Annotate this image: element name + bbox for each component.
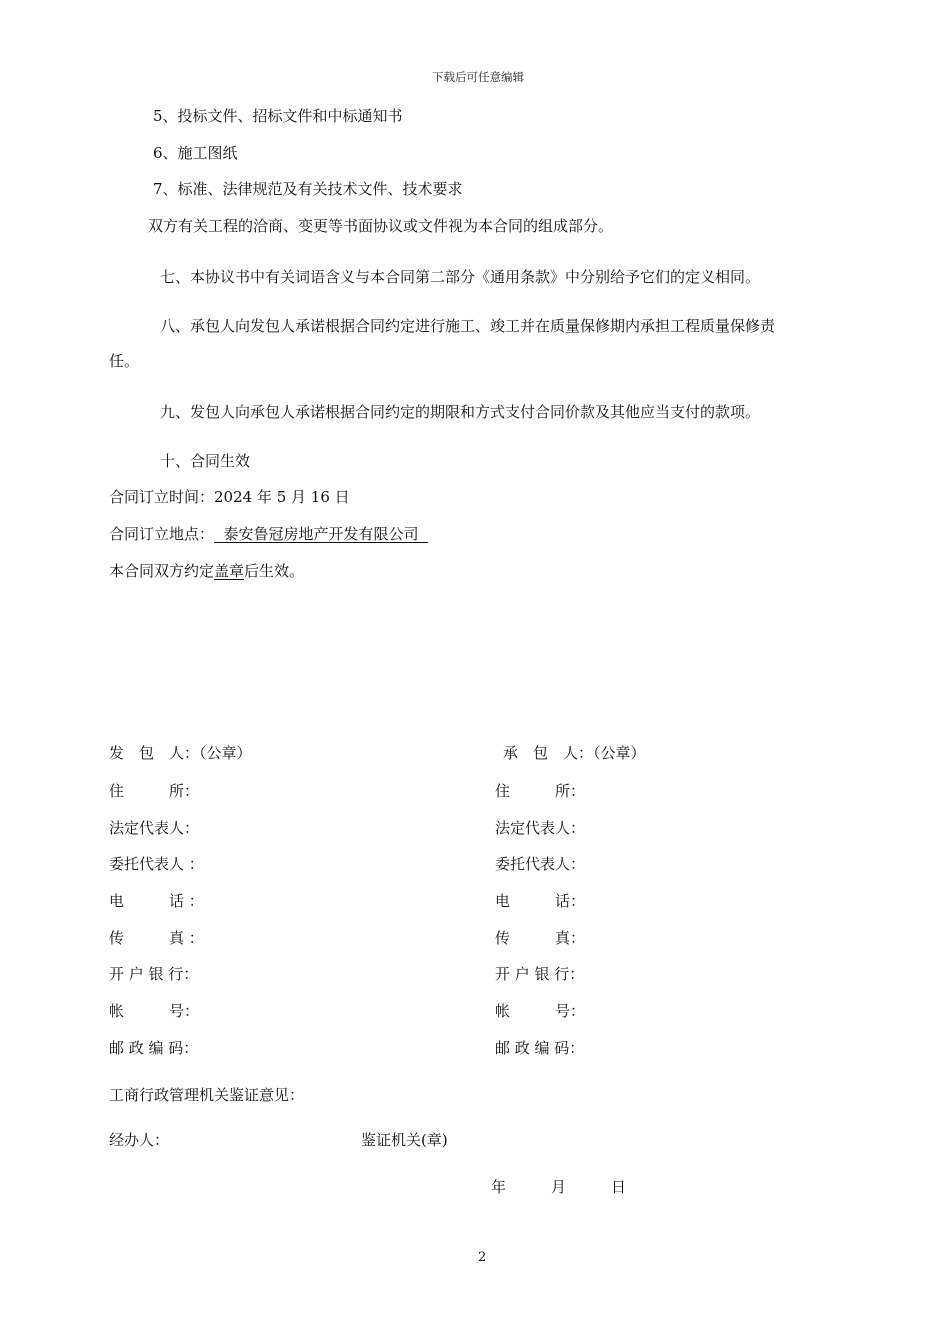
sign-place-value: 泰安鲁冠房地产开发有限公司 — [214, 525, 429, 543]
right-party-fax: 传 真： — [495, 929, 586, 947]
sign-place-line — [109, 524, 428, 544]
verification-authority: 鉴证机关(章) — [361, 1131, 448, 1149]
page-header: 下载后可任意编辑 — [432, 70, 524, 84]
right-party-title: 承 包 人：（公章） — [503, 744, 646, 762]
sign-time-line — [109, 487, 350, 507]
left-party-agent: 委托代表人 ： — [109, 855, 204, 873]
left-party-legal-rep: 法定代表人： — [109, 819, 200, 837]
left-party-title: 发 包 人：（公章） — [109, 744, 252, 762]
right-party-postcode: 邮 政 编 码： — [495, 1039, 585, 1057]
effect-pre: 本合同双方约定 — [109, 562, 215, 580]
clause-8-line-2: 任。 — [109, 352, 140, 370]
effect-post: 后生效。 — [244, 562, 305, 580]
right-party-bank: 开 户 银 行： — [495, 965, 585, 983]
right-party-account: 帐 号： — [495, 1002, 586, 1020]
clause-10: 十、合同生效 — [160, 452, 251, 470]
list-item-7: 7、标准、法律规范及有关技术文件、技术要求 — [153, 180, 463, 198]
effect-line — [109, 561, 304, 581]
page-number: 2 — [478, 1250, 487, 1265]
verification-handler: 经办人： — [109, 1131, 170, 1149]
verification-title: 工商行政管理机关鉴证意见： — [109, 1086, 305, 1104]
left-party-address: 住 所： — [109, 782, 200, 800]
list-item-5: 5、投标文件、招标文件和中标通知书 — [153, 107, 403, 125]
effect-seal-term: 盖章 — [214, 562, 245, 580]
left-party-phone: 电 话 ： — [109, 892, 204, 910]
left-party-bank: 开 户 银 行： — [109, 965, 199, 983]
sign-time-label: 合同订立时间： — [109, 488, 215, 506]
right-party-phone: 电 话： — [495, 892, 586, 910]
supplement-paragraph: 双方有关工程的洽商、变更等书面协议或文件视为本合同的组成部分。 — [148, 217, 614, 235]
verification-date: 年 月 日 — [491, 1178, 627, 1196]
left-party-account: 帐 号： — [109, 1002, 200, 1020]
list-item-6: 6、施工图纸 — [153, 144, 238, 162]
clause-8-line-1: 八、承包人向发包人承诺根据合同约定进行施工、竣工并在质量保修期内承担工程质量保修责 — [160, 317, 776, 335]
sign-time-value: 2024 年 5 月 16 日 — [214, 488, 350, 506]
left-party-fax: 传 真 ： — [109, 929, 204, 947]
clause-9: 九、发包人向承包人承诺根据合同约定的期限和方式支付合同价款及其他应当支付的款项。 — [160, 403, 761, 421]
clause-7: 七、本协议书中有关词语含义与本合同第二部分《通用条款》中分别给予它们的定义相同。 — [160, 268, 761, 286]
right-party-address: 住 所： — [495, 782, 586, 800]
left-party-postcode: 邮 政 编 码： — [109, 1039, 199, 1057]
right-party-legal-rep: 法定代表人： — [495, 819, 586, 837]
right-party-agent: 委托代表人： — [495, 855, 586, 873]
sign-place-label: 合同订立地点： — [109, 525, 215, 543]
